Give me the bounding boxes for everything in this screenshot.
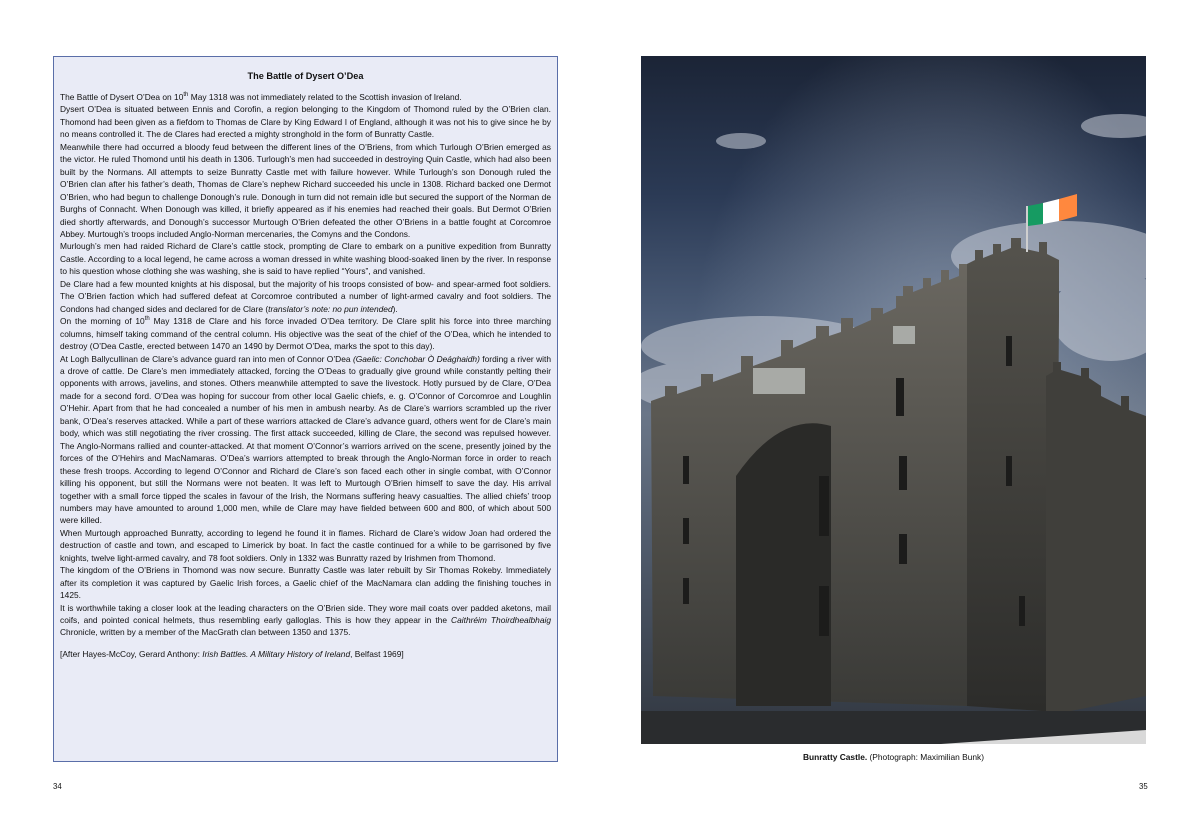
- article-paragraph: [60, 564, 551, 601]
- article-paragraph: [60, 141, 551, 241]
- article-paragraph: [60, 353, 551, 527]
- text-run: The Battle of Dysert O’Dea on 10: [60, 92, 184, 102]
- text-run: ).: [392, 303, 398, 314]
- article-paragraph: [60, 103, 551, 140]
- castle-photo: [641, 56, 1146, 744]
- italic-text: Caithréim Thoirdhealbhaig: [451, 615, 551, 626]
- text-run: , Belfast 1969]: [350, 648, 404, 659]
- page-number-left: 34: [53, 782, 62, 791]
- caption-credit: (Photograph: Maximilian Bunk): [867, 752, 985, 762]
- text-run: fording a river with a drove of cattle. De Clare’s men immediately attacked, forcing the O’Deas to gradually give ground while constantly pelting their opponents with arrows, javelins, and stones. Others meanwhile attempted to save the livestock. Hotly pursued by de Clare, O’Dea made for a second ford. O’Dea was hoping for succour from other local Gaelic chiefs, e. g. O’Connor of Corcomroe and Loughlin O’Hehir. Apart from that he had concealed a number of his men in ambush nearby. As de Clare’s warriors scrambled up the river bank, O’Dea’s reserves attacked. While a part of these warriors attacked de Clare’s advance guard, others went for de Clare’s main body, which was still negotiating the river crossing. The first attack succeeded, killing de Clare, the second was repulsed however. The Anglo-Normans rallied and counter-attacked. At that moment O’Connor’s warriors arrived on the scene, presently joined by the forces of the O’Hehirs and MacNamaras. O’Dea’s warriors attempted to break through the Anglo-Norman force in order to reach these fresh troops. According to legend O’Connor and Richard de Clare’s son faced each other in single combat, with O’Connor killing his opponent, but still the Normans were not beaten. It was left to Murtough O’Brien himself to save the day. His arrival together with a small force tipped the scales in favour of the Irish, the Normans suffering heavy casualties. The allied chiefs’ troop numbers may have amounted to around 1,000 men, while de Clare may have fielded between 600 and 800, of which about 500 were killed.: [60, 353, 551, 526]
- text-run: When Murtough approached Bunratty, according to legend he found it in flames. Richard de Clare’s widow Joan had ordered the destruction of castle and town, and escaped to Limerick by boat. In fact the castle continued for a while to be garrisoned by five knights, twelve light-armed cavalry, and 78 foot soldiers. Only in 1332 was Bunratty razed by Irishmen from Thomond.: [60, 527, 551, 563]
- article-title: The Battle of Dysert O’Dea: [247, 71, 364, 81]
- article-paragraph: [60, 278, 551, 315]
- article-paragraph: [60, 648, 551, 660]
- italic-text: translator’s note: no pun intended: [268, 303, 393, 314]
- castle-side-wall: [967, 238, 1059, 712]
- castle-arch: [736, 423, 831, 706]
- italic-text: Irish Battles. A Military History of Ireland: [202, 648, 351, 659]
- superscript: th: [183, 92, 189, 99]
- bunratty-castle-image: [641, 56, 1146, 744]
- text-run: Chronicle, written by a member of the MacGrath clan between 1350 and 1375.: [60, 627, 351, 638]
- article-paragraph: [60, 315, 551, 352]
- italic-text: (Gaelic: Conchobar Ò Deághaidh): [352, 353, 480, 364]
- article-body: [60, 91, 551, 660]
- article-paragraph: [60, 240, 551, 277]
- castle-rear-tower: [1046, 362, 1146, 716]
- text-run: May 1318 was not immediately related to the Scottish invasion of Ireland.: [188, 92, 462, 102]
- text-run: Dysert O’Dea is situated between Ennis and Corofin, a region belonging to the Kingdom of Thomond ruled by the O’Brien clan. Thomond had been given as a fiefdom to Thomas de Clare by King Edward I of England, although it was not his to give since he by no means controlled it. The de Clares had erected a mighty stronghold in the form of Bunratty Castle.: [60, 104, 551, 140]
- text-run: The kingdom of the O’Briens in Thomond was now secure. Bunratty Castle was later rebuilt by Sir Thomas Rokeby. Immediately after its completion it was captured by Gaelic Irish forces, a Gaelic chief of the MacNamara clan adding the finishing touches in 1425.: [60, 565, 551, 601]
- article-paragraph: [60, 91, 551, 103]
- photo-caption: [641, 752, 1146, 762]
- text-run: Meanwhile there had occurred a bloody feud between the different lines of the O’Briens, from which Turlough O’Brien emerged as the victor. He ruled Thomond until his death in 1306. Turlough’s men had succeeded in destroying Quin Castle, which had also been built by the Normans. All attempts to seize Bunratty Castle met with failure however. While Turlough’s son Donough ruled the O’Brien clan after his father’s death, Thomas de Clare’s nephew Richard succeeded his uncle in 1308. Richard backed one Dermot O’Brien, who had begun to challenge Donough’s rule. Donough in turn did not remain idle but secured the support of the Norman de Burghs of Connacht. When Donough was killed, it briefly appeared as if his enemies had reached their goals. But Dermot O’Brien died shortly afterwards, and Donough’s successor Murtough O’Brien defeated the other O’Briens in a battle fought at Corcomroe Abbey. Murtough’s troops included Anglo-Norman mercenaries, the Comyns and the Condons.: [60, 141, 551, 239]
- superscript: th: [144, 316, 150, 323]
- article-paragraph: [60, 527, 551, 564]
- caption-title: Bunratty Castle.: [802, 752, 868, 762]
- text-run: May 1318 de Clare and his force invaded O’Dea territory. De Clare split his force into three marching columns, himself taking command of the central column. His objective was the seat of the chief of the O’Dea, which he intended to destroy (O’Dea Castle, erected between 1470 an 1490 by Dermot O’Dea, marks the spot to this day).: [60, 316, 551, 352]
- text-run: De Clare had a few mounted knights at his disposal, but the majority of his troops consisted of bow- and spear-armed foot soldiers. The O’Brien faction which had suffered defeat at Corcomroe contributed a number of light-armed cavalry and foot soldiers. The Condons had changed sides and declared for de Clare (: [60, 278, 551, 314]
- castle-upper-window: [753, 368, 805, 394]
- text-run: [After Hayes-McCoy, Gerard Anthony:: [60, 648, 203, 659]
- text-run: At Logh Ballycullinan de Clare’s advance guard ran into men of Connor O’Dea: [60, 353, 353, 364]
- text-run: On the morning of 10: [60, 316, 145, 327]
- text-run: It is worthwhile taking a closer look at the leading characters on the O’Brien side. They wore mail coats over padded aketons, mail coifs, and pointed conical helmets, thus resembling early galloglas. This is how they appear in the: [60, 602, 551, 626]
- page-number-right: 35: [1139, 782, 1148, 791]
- text-run: Murlough’s men had raided Richard de Clare’s cattle stock, prompting de Clare to embark on a punitive expedition from Bunratty Castle. According to a local legend, he came across a woman dressed in white washing blood-soaked linen by the river. In response to his question whose clothing she was washing, she is said to have replied “Yours”, and vanished.: [60, 241, 551, 277]
- article-box: [53, 56, 558, 762]
- article-paragraph: [60, 602, 551, 639]
